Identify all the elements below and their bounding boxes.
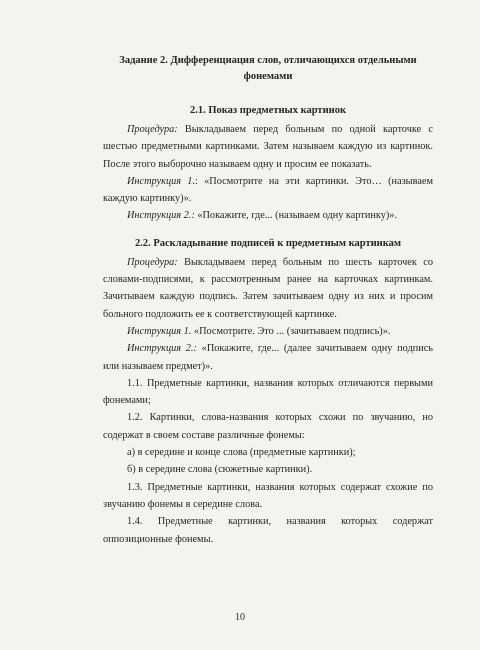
instruction-2-text: «Покажите, где... (далее зачитываем одну подпись или называем предмет)». [103, 343, 433, 372]
instruction-2-label: Инструкция 2.: [127, 343, 197, 355]
instruction-2-paragraph-2-1 [103, 207, 433, 224]
procedure-label: Процедура: [127, 256, 178, 268]
instruction-2-label: Инструкция 2.: [127, 210, 195, 222]
list-item-b: б) в середине слова (сюжетные картинки). [127, 464, 313, 476]
list-item-1-3: 1.3. Предметные картинки, названия которых содержат схожие по звучанию фонемы в середине слова. [103, 481, 433, 510]
instruction-1-paragraph-2-2 [103, 323, 433, 340]
list-item-1-1: 1.1. Предметные картинки, названия которых отличаются первыми фонемами; [103, 377, 433, 407]
procedure-text: Выкладываем перед больным по шесть карточек со словами-подписями, к рассмотренным ранее на карточках картинкам. Зачитываем каждую подпись. Затем зачитываем одну из них и просим больного подложить ее к соответствующей картинке. [103, 256, 433, 320]
procedure-label: Процедура: [127, 124, 178, 135]
list-item-a: а) в середине и конце слова (предметные картинки); [127, 447, 356, 459]
instruction-1-label: Инструкция 1. [127, 325, 192, 337]
instruction-1-label: Инструкция 1. [127, 175, 196, 187]
page-content [103, 53, 433, 548]
instruction-1-paragraph-2-1 [103, 173, 433, 208]
page-number: 10 [235, 612, 245, 623]
procedure-paragraph-2-2 [103, 254, 433, 323]
instruction-2-paragraph-2-2 [103, 340, 433, 375]
list-item-1-2: 1.2. Картинки, слова-названия которых схожи по звучанию, но содержат в своем составе различные фонемы: [103, 412, 433, 441]
list-item-1-4: 1.4. Предметные картинки, названия которых содержат оппозиционные фонемы. [103, 516, 433, 545]
instruction-1-text: «Посмотрите. Это ... (зачитываем подпись)». [191, 325, 391, 337]
subsection-heading-2-2: 2.2. Раскладывание подписей к предметным картинкам [134, 237, 402, 249]
procedure-text: Выкладываем перед больным по одной карточке с шестью предметными картинками. Затем называем каждую из картинок. После этого выборочно называем одну и просим ее показать. [103, 124, 433, 170]
section-title: Задание 2. Дифференциация слов, отличающихся отдельными фонемами [119, 55, 417, 82]
procedure-paragraph-2-1 [103, 121, 433, 173]
instruction-1-text: : «Посмотрите на эти картинки. Это… (называем каждую картинку)». [103, 175, 433, 205]
instruction-2-text: «Покажите, где... (называем одну картинку)». [194, 210, 398, 222]
subsection-heading-2-1: 2.1. Показ предметных картинок [190, 105, 346, 116]
